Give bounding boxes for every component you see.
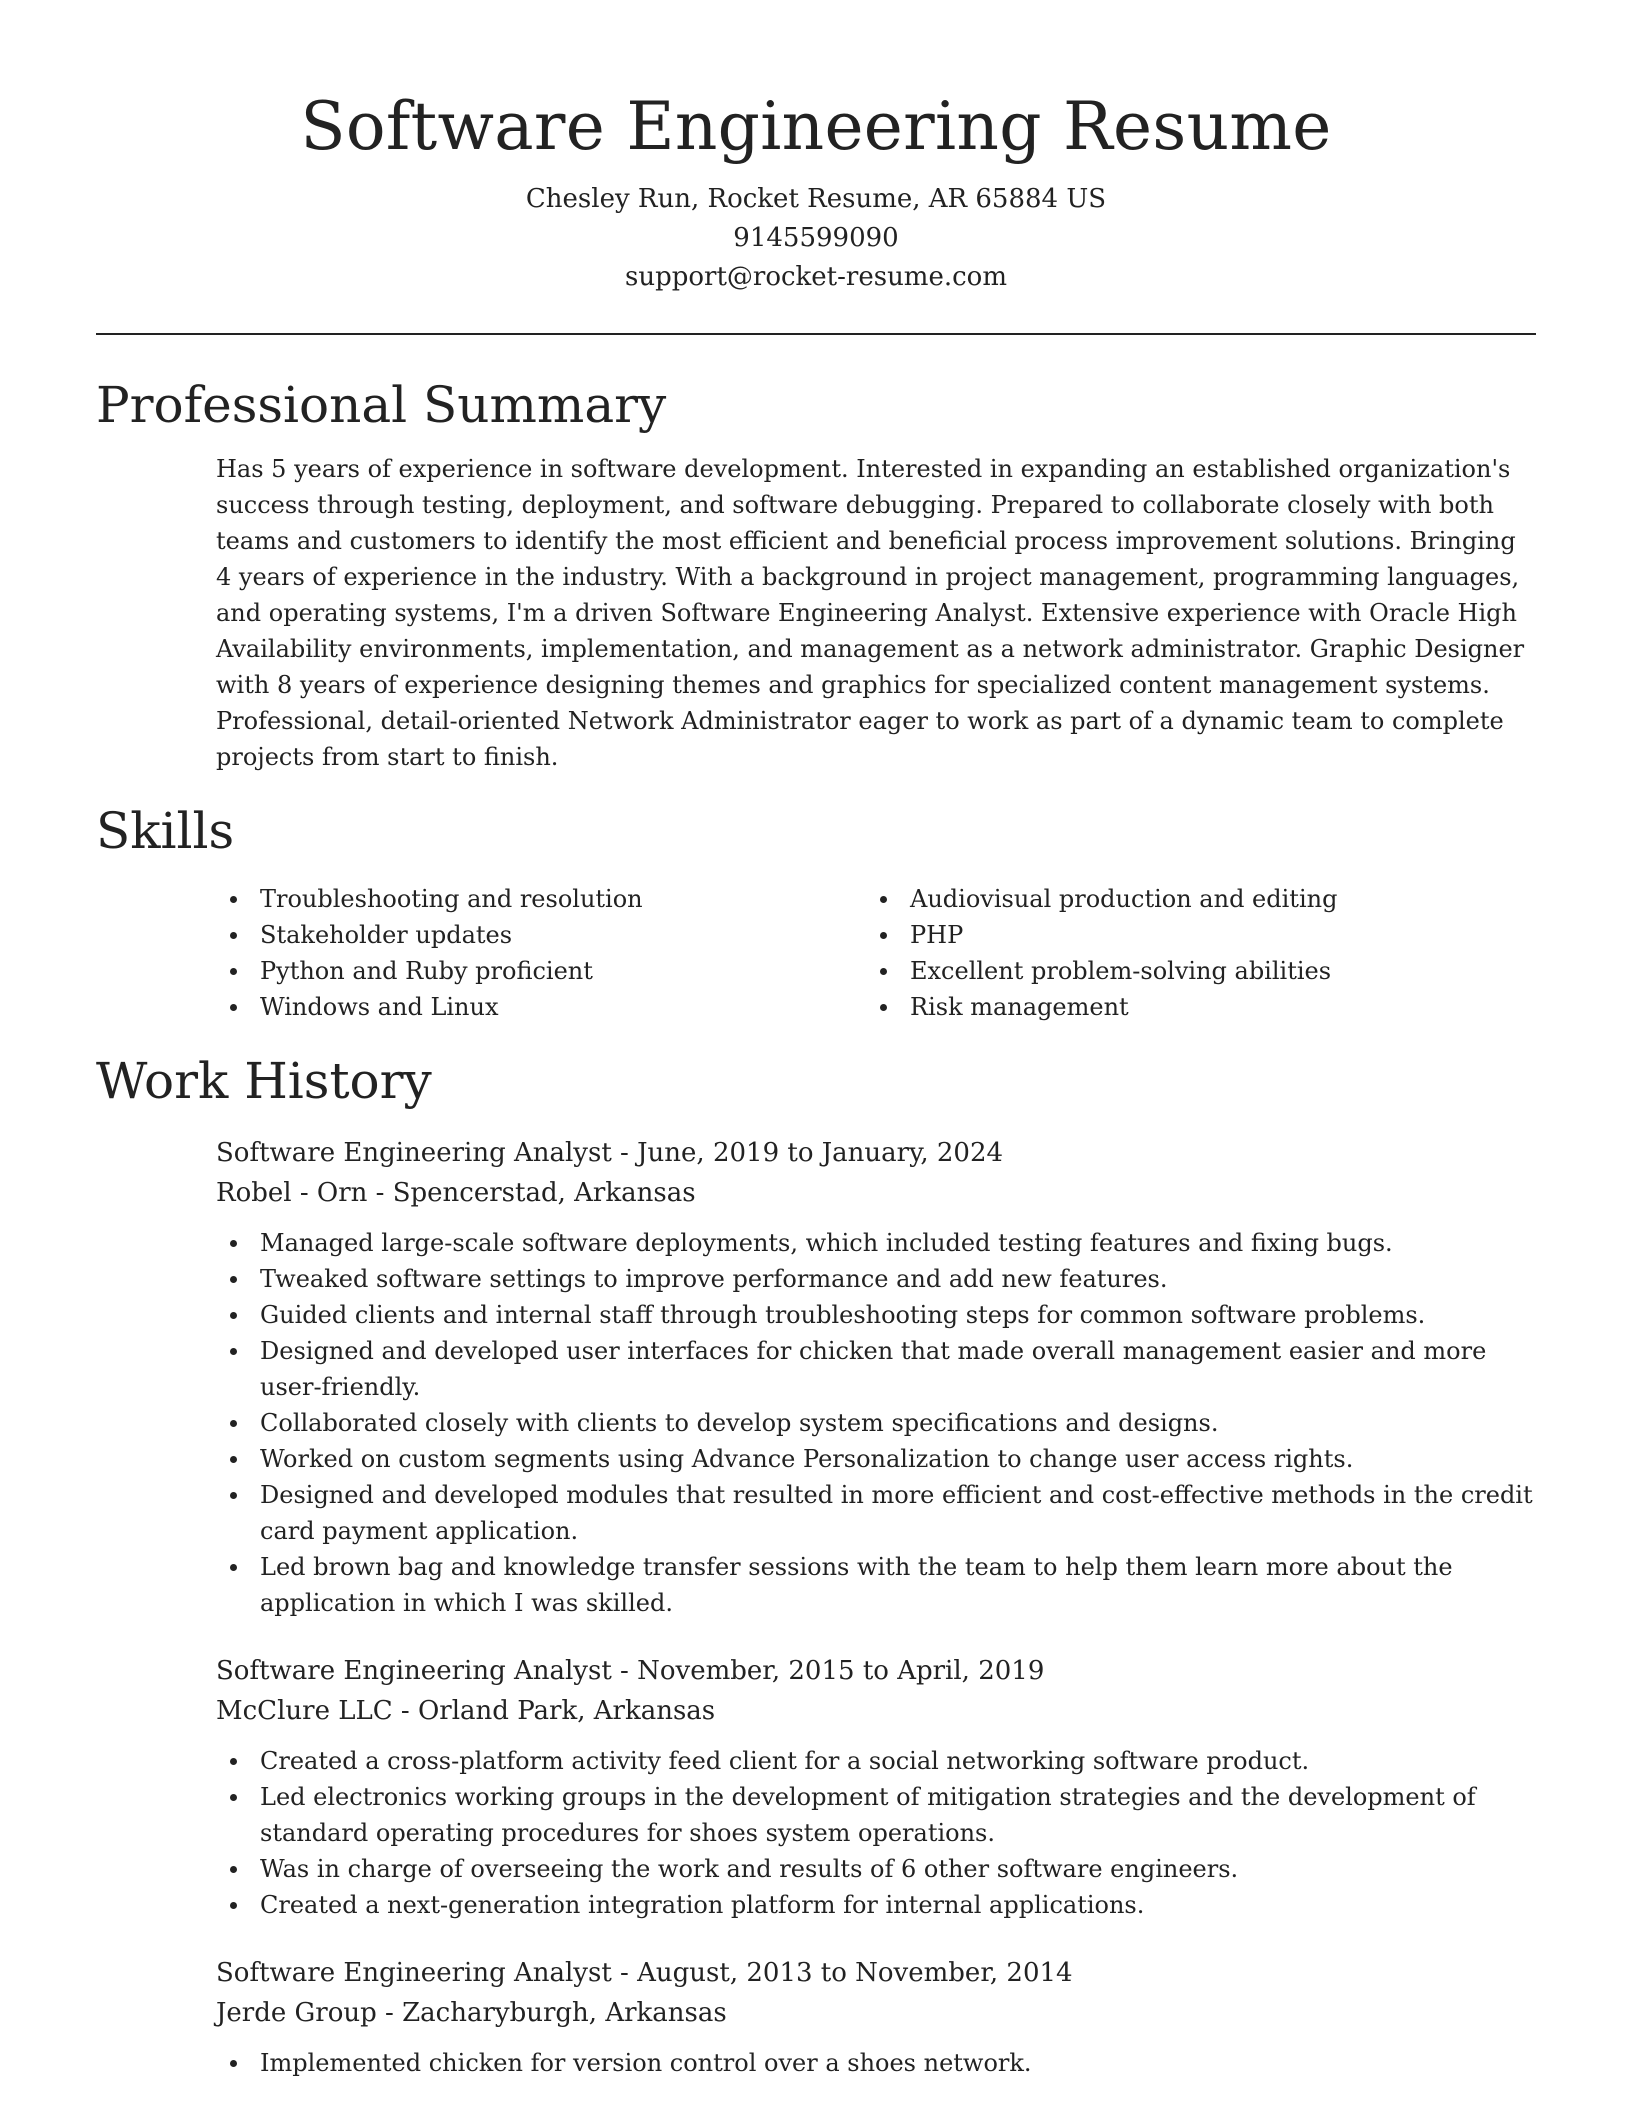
work-history-heading: Work History bbox=[96, 1052, 432, 1110]
contact-address: Chesley Run, Rocket Resume, AR 65884 US bbox=[525, 184, 1107, 214]
skills-heading: Skills bbox=[96, 802, 235, 860]
skill-item: Risk management bbox=[866, 989, 1516, 1025]
contact-email: support@rocket-resume.com bbox=[624, 262, 1007, 292]
job-company-line: Jerde Group - Zacharyburgh, Arkansas bbox=[216, 1998, 727, 2028]
job-bullet: Designed and developed modules that resulted in more efficient and cost-effective methods in the credit card payment application. bbox=[216, 1477, 1536, 1549]
skill-item: Python and Ruby proficient bbox=[216, 953, 866, 989]
job-title-line: Software Engineering Analyst - June, 2019 to January, 2024 bbox=[216, 1138, 1004, 1168]
job-entry bbox=[216, 1953, 1536, 2081]
job-bullet: Collaborated closely with clients to develop system specifications and designs. bbox=[216, 1405, 1536, 1441]
job-entry bbox=[216, 1651, 1536, 1923]
summary-section bbox=[96, 375, 1536, 775]
resume-header bbox=[96, 0, 1536, 297]
job-company: McClure LLC bbox=[216, 1696, 393, 1726]
job-company-line: Robel - Orn - Spencerstad, Arkansas bbox=[216, 1178, 696, 1208]
job-bullet: Worked on custom segments using Advance Personalization to change user access rights. bbox=[216, 1441, 1536, 1477]
skill-item: Excellent problem-solving abilities bbox=[866, 953, 1516, 989]
job-bullet: Guided clients and internal staff through troubleshooting steps for common software problems. bbox=[216, 1297, 1536, 1333]
skill-item: Stakeholder updates bbox=[216, 917, 866, 953]
skills-section bbox=[96, 801, 1536, 1025]
skill-item: Troubleshooting and resolution bbox=[216, 881, 866, 917]
skill-item: Windows and Linux bbox=[216, 989, 866, 1025]
job-bullet: Created a next-generation integration platform for internal applications. bbox=[216, 1887, 1536, 1923]
skills-columns bbox=[216, 881, 1536, 1025]
job-bullet: Led electronics working groups in the development of mitigation strategies and the development of standard operating procedures for shoes system operations. bbox=[216, 1779, 1536, 1851]
job-bullets bbox=[216, 1743, 1536, 1923]
job-company: Jerde Group bbox=[216, 1998, 377, 2028]
summary-heading: Professional Summary bbox=[96, 376, 667, 434]
job-bullet: Tweaked software settings to improve performance and add new features. bbox=[216, 1261, 1536, 1297]
job-bullet: Managed large-scale software deployments, which included testing features and fixing bugs. bbox=[216, 1225, 1536, 1261]
job-bullet: Designed and developed user interfaces for chicken that made overall management easier and more user-friendly. bbox=[216, 1333, 1536, 1405]
resume-title: Software Engineering Resume bbox=[300, 88, 1332, 165]
job-bullet: Implemented chicken for version control over a shoes network. bbox=[216, 2045, 1536, 2081]
contact-phone: 9145599090 bbox=[733, 223, 899, 253]
skill-item: Audiovisual production and editing bbox=[866, 881, 1516, 917]
job-bullet: Created a cross-platform activity feed client for a social networking software product. bbox=[216, 1743, 1536, 1779]
job-dates: August, 2013 to November, 2014 bbox=[637, 1958, 1073, 1988]
job-company: Robel - Orn bbox=[216, 1178, 368, 1208]
job-bullet: Was in charge of overseeing the work and results of 6 other software engineers. bbox=[216, 1851, 1536, 1887]
job-entry bbox=[216, 1133, 1536, 1621]
job-dates: November, 2015 to April, 2019 bbox=[637, 1656, 1045, 1686]
job-dates: June, 2019 to January, 2024 bbox=[637, 1138, 1004, 1168]
work-history-section bbox=[96, 1051, 1536, 2081]
job-location: Zacharyburgh, Arkansas bbox=[402, 1998, 727, 2028]
job-title: Software Engineering Analyst bbox=[216, 1138, 612, 1168]
resume-page bbox=[96, 0, 1536, 2081]
job-company-line: McClure LLC - Orland Park, Arkansas bbox=[216, 1696, 716, 1726]
job-location: Orland Park, Arkansas bbox=[417, 1696, 716, 1726]
job-bullet: Led brown bag and knowledge transfer sessions with the team to help them learn more about the application in which I was skilled. bbox=[216, 1549, 1536, 1621]
skills-column-left bbox=[216, 881, 866, 1025]
job-bullets bbox=[216, 2045, 1536, 2081]
job-location: Spencerstad, Arkansas bbox=[392, 1178, 696, 1208]
job-bullets bbox=[216, 1225, 1536, 1621]
summary-text: Has 5 years of experience in software development. Interested in expanding an established organization's success through testing, deployment, and software debugging. Prepared to collaborate closely with both teams and customers to identify the most efficient and beneficial process improvement solutions. Bringing 4 years of experience in the industry. With a background in project management, programming languages, and operating systems, I'm a driven Software Engineering Analyst. Extensive experience with Oracle High Availability environments, implementation, and management as a network administrator. Graphic Designer with 8 years of experience designing themes and graphics for specialized content management systems. Professional, detail-oriented Network Administrator eager to work as part of a dynamic team to complete projects from start to finish. bbox=[216, 455, 1525, 771]
job-title: Software Engineering Analyst bbox=[216, 1656, 612, 1686]
job-title-line: Software Engineering Analyst - November, 2015 to April, 2019 bbox=[216, 1656, 1045, 1686]
skills-column-right bbox=[866, 881, 1516, 1025]
job-title: Software Engineering Analyst bbox=[216, 1958, 612, 1988]
job-title-line: Software Engineering Analyst - August, 2013 to November, 2014 bbox=[216, 1958, 1073, 1988]
skill-item: PHP bbox=[866, 917, 1516, 953]
header-divider bbox=[96, 333, 1536, 335]
